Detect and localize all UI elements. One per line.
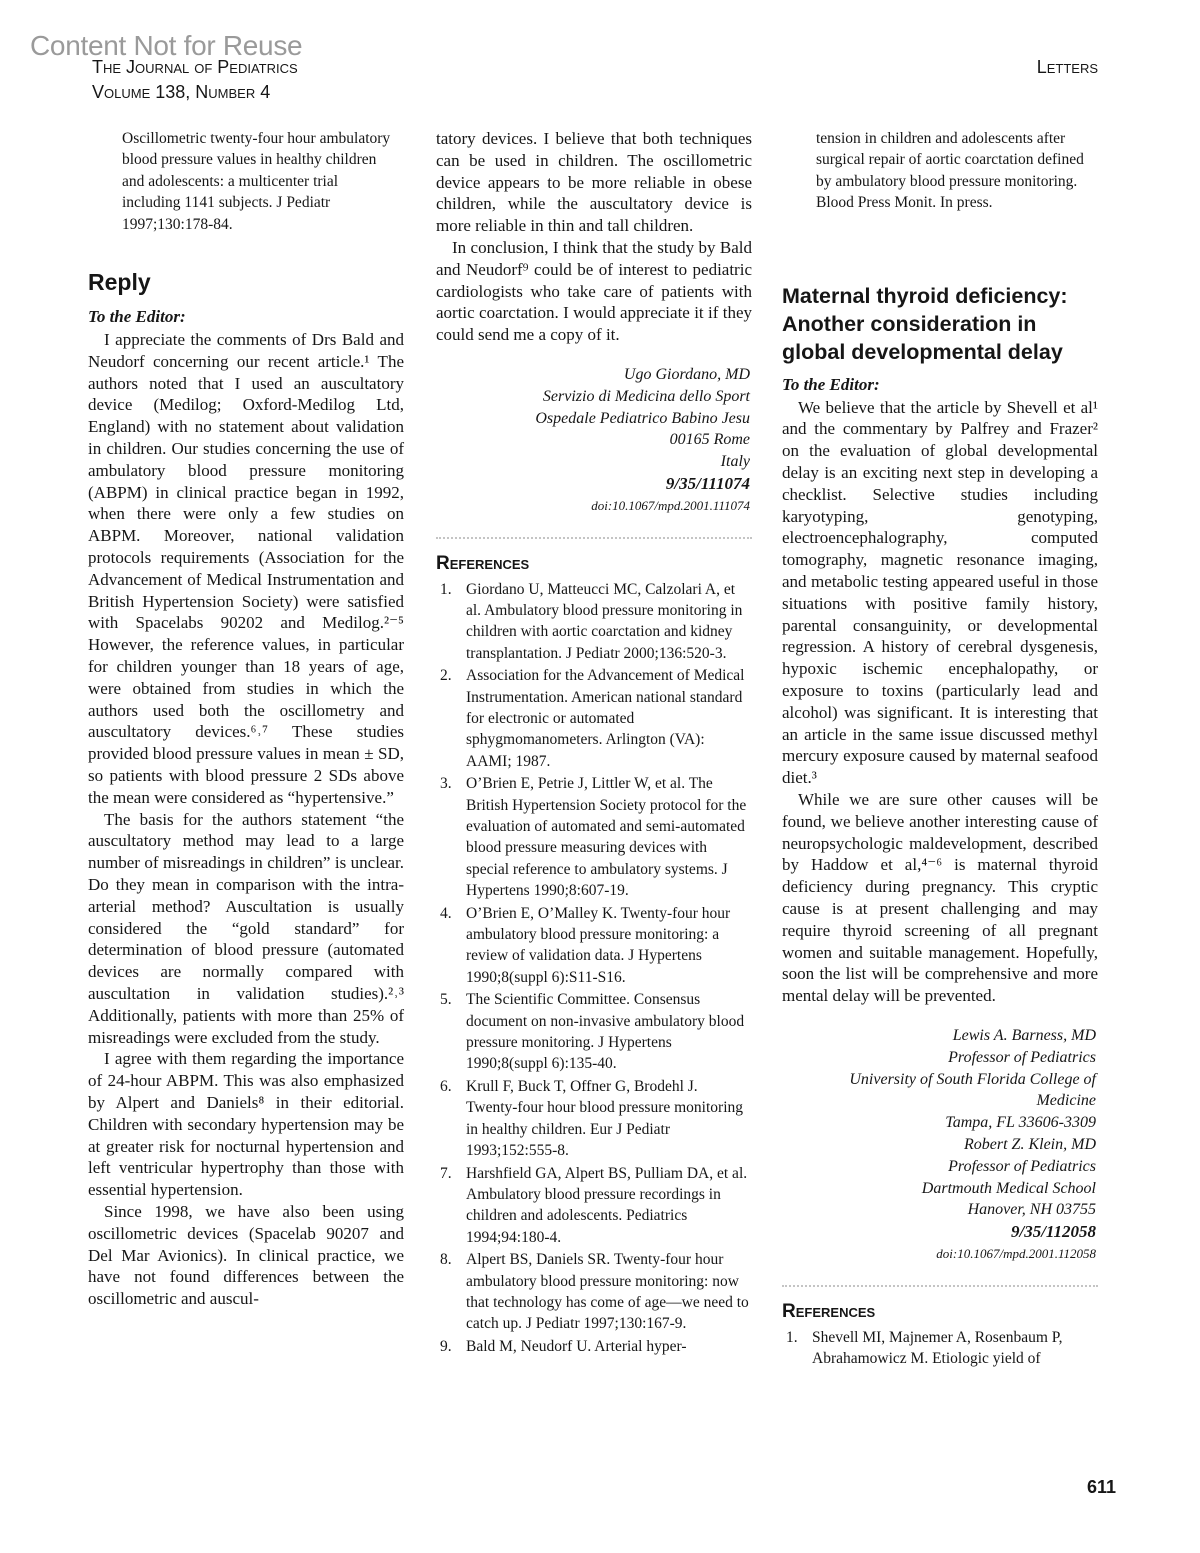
reference-item: 1. Giordano U, Matteucci MC, Calzolari A, et al. Ambulatory blood pressure monitoring in children with aortic coarctation and kidney transplantation. J Pediatr 2000;136:520-3. [440,580,743,662]
body-paragraph: I appreciate the comments of Drs Bald and Neudorf concerning our recent article.¹ The authors noted that I used an auscultatory device (Medilog; Oxford-Medilog Ltd, England) with no statement about validation in children. Our studies concerning the use of ambulatory blood pressure monitoring (ABPM) in clinical practice began in 1992, when there were only a few studies on ABPM. Moreover, national validation protocols requirements (Association for the Advancement of Medical Instrumentation and British Hypertension Society) were satisfied with Spacelabs 90202 and Medilog.²⁻⁵ However, the reference values, in particular for children younger than 18 years of age, were obtained from studies in which the authors used both the oscillometry and auscultatory devices.⁶˒⁷ These studies provided blood pressure values in mean ± SD, so patients with blood pressure 2 SDs above the mean were considered as “hypertensive.” [88,330,404,807]
author-affiliation: Servizio di Medicina dello Sport [542,387,750,405]
author-signature [436,364,752,517]
column-3 [782,128,1098,1371]
doi-link[interactable]: doi:10.1067/mpd.2001.111074 [591,497,750,513]
author-country: Italy [720,453,750,471]
reference-item: 5. The Scientific Committee. Consensus document on non-invasive ambulatory blood pressure monitoring. J Hypertens 1990;8(suppl 6):135-40. [440,991,745,1073]
author-city: Hanover, NH 03755 [967,1201,1096,1219]
reference-item: 9. Bald M, Neudorf U. Arterial hyper- [440,1337,687,1355]
letter-code: 9/35/112058 [1010,1222,1096,1242]
reference-continuation: tension in children and adolescents after surgical repair of aortic coarctation defined by ambulatory blood pressure monitoring. Blood Press Monit. In press. [816,130,1084,212]
author-name: Lewis A. Barness, MD [952,1026,1096,1044]
references-heading: References [782,1300,876,1322]
author-affiliation: Dartmouth Medical School [921,1179,1096,1197]
article-title: Maternal thyroid deficiency: Another consideration in global developmental delay [782,283,1068,364]
doi-link[interactable]: doi:10.1067/mpd.2001.112058 [936,1245,1096,1261]
author-affiliation: Medicine [1036,1092,1096,1110]
body-paragraph: The basis for the authors statement “the auscultatory method may lead to a large number of misreadings in children” is unclear. Do they mean in comparison with the intra-arterial method? Auscultation is usually considered the “gold standard” for determination of blood pressure (automated devices are normally compared with auscultation in validation studies).²˒³ Additionally, patients with more than 25% of misreadings were excluded from the study. [88,809,404,1047]
reference-item: 6. Krull F, Buck T, Offner G, Brodehl J. Twenty-four hour blood pressure monitoring in healthy children. Eur J Pediatr 1993;152:555-8. [440,1077,744,1160]
body-paragraph: Since 1998, we have also been using oscillometric devices (Spacelab 90207 and Del Mar Avionics). In clinical practice, we have not found differences between the oscillometric and auscul- [88,1201,404,1309]
author-affiliation: Ospedale Pediatrico Babino Jesu [535,409,750,427]
references-heading: References [436,552,530,574]
author-name: Ugo Giordano, MD [623,365,750,383]
body-paragraph: I agree with them regarding the importance of 24-hour ABPM. This was also emphasized by Alpert and Daniels⁸ in their editorial. Children with secondary hypertension may be at greater risk for nocturnal hypertension and left ventricular hypertrophy than those with essential hypertension. [88,1049,404,1200]
reference-continuation: Oscillometric twenty-four hour ambulatory blood pressure values in healthy children and adolescents: a multicenter trial including 1141 subjects. J Pediatr 1997;130:178-84. [122,130,391,233]
reference-item: 2. Association for the Advancement of Medical Instrumentation. American national standard for electronic or automated sphygmomanometers. Arlington (VA): AAMI; 1987. [440,667,745,770]
body-paragraph: While we are sure other causes will be found, we believe another interesting cause of neuropsychologic maldevelopment, described by Haddow et al,⁴⁻⁶ is maternal thyroid deficiency during pregnancy. This cryptic cause is at present challenging and may require thyroid screening of all pregnant women and suitable management. Hopefully, soon the list will be comprehensive and more mental delay will be prevented. [782,789,1098,1006]
volume-number: Volume 138, Number 4 [92,82,271,102]
reference-item: 1. Shevell MI, Majnemer A, Rosenbaum P, Abrahamowicz M. Etiologic yield of [786,1328,1063,1368]
column-1 [88,128,404,1310]
running-head-right [1037,55,1098,80]
references-list [782,1327,1098,1370]
reference-item: 7. Harshfield GA, Alpert BS, Pulliam DA, et al. Ambulatory blood pressure recordings in children and adolescents. Pediatrics 1994;94:180-4. [440,1164,748,1246]
section-name: Letters [1036,57,1098,77]
salutation: To the Editor: [782,374,880,394]
reference-item: 8. Alpert BS, Daniels SR. Twenty-four hour ambulatory blood pressure monitoring: now that technology has come of age—we need to catch up. J Pediatr 1997;130:167-9. [440,1251,749,1333]
reply-heading: Reply [88,269,151,296]
reference-item: 4. O’Brien E, O’Malley K. Twenty-four hour ambulatory blood pressure monitoring: a review of validation data. J Hypertens 1990;8(suppl 6):S11-S16. [440,904,731,986]
letter-code: 9/35/111074 [665,473,750,493]
references-list [436,579,752,1358]
reference-item: 3. O’Brien E, Petrie J, Littler W, et al. The British Hypertension Society protocol for the evaluation of automated and semi-automated blood pressure measuring devices with special reference to ambulatory systems. J Hypertens 1990;8:607-19. [440,775,747,900]
author-title: Professor of Pediatrics [948,1157,1096,1175]
page-number: 611 [1086,1477,1116,1497]
author-city: Tampa, FL 33606-3309 [945,1114,1096,1132]
section-divider [436,537,752,539]
column-2 [436,128,752,1358]
body-paragraph: We believe that the article by Shevell et al¹ and the commentary by Palfrey and Frazer² on the evaluation of global developmental delay is an exciting next step in developing a checklist. Selective studies including karyotyping, genotyping, electroencephalography, computed tomography, magnetic resonance imaging, and metabolic testing appeared useful in those situations with positive family history, parental consanguinity, or developmental regression. A history of cerebral dysgenesis, hypoxic ischemic encephalopathy, or exposure to toxins (particularly lead and alcohol) was significant. It is interesting that an article in the same issue discussed methyl mercury exposure caused by maternal seafood diet.³ [782,397,1098,788]
salutation: To the Editor: [88,307,186,327]
author-title: Professor of Pediatrics [948,1048,1096,1066]
author-city: 00165 Rome [669,431,750,449]
author-name: Robert Z. Klein, MD [964,1135,1096,1153]
body-paragraph: In conclusion, I think that the study by Bald and Neudorf⁹ could be of interest to pediatric cardiologists who take care of patients with aortic coarctation. I would appreciate it if they could send me a copy of it. [436,237,752,345]
journal-name: The Journal of Pediatrics [92,57,298,77]
author-affiliation: University of South Florida College of [849,1070,1096,1088]
body-paragraph: tatory devices. I believe that both techniques can be used in children. The oscillometric device appears to be more reliable in obese children, while the auscultatory device is more reliable in thin and tall children. [436,129,752,236]
author-signature [782,1025,1098,1265]
watermark: Content Not for Reuse [30,30,303,61]
running-head-left [92,55,298,105]
section-divider [782,1285,1098,1287]
